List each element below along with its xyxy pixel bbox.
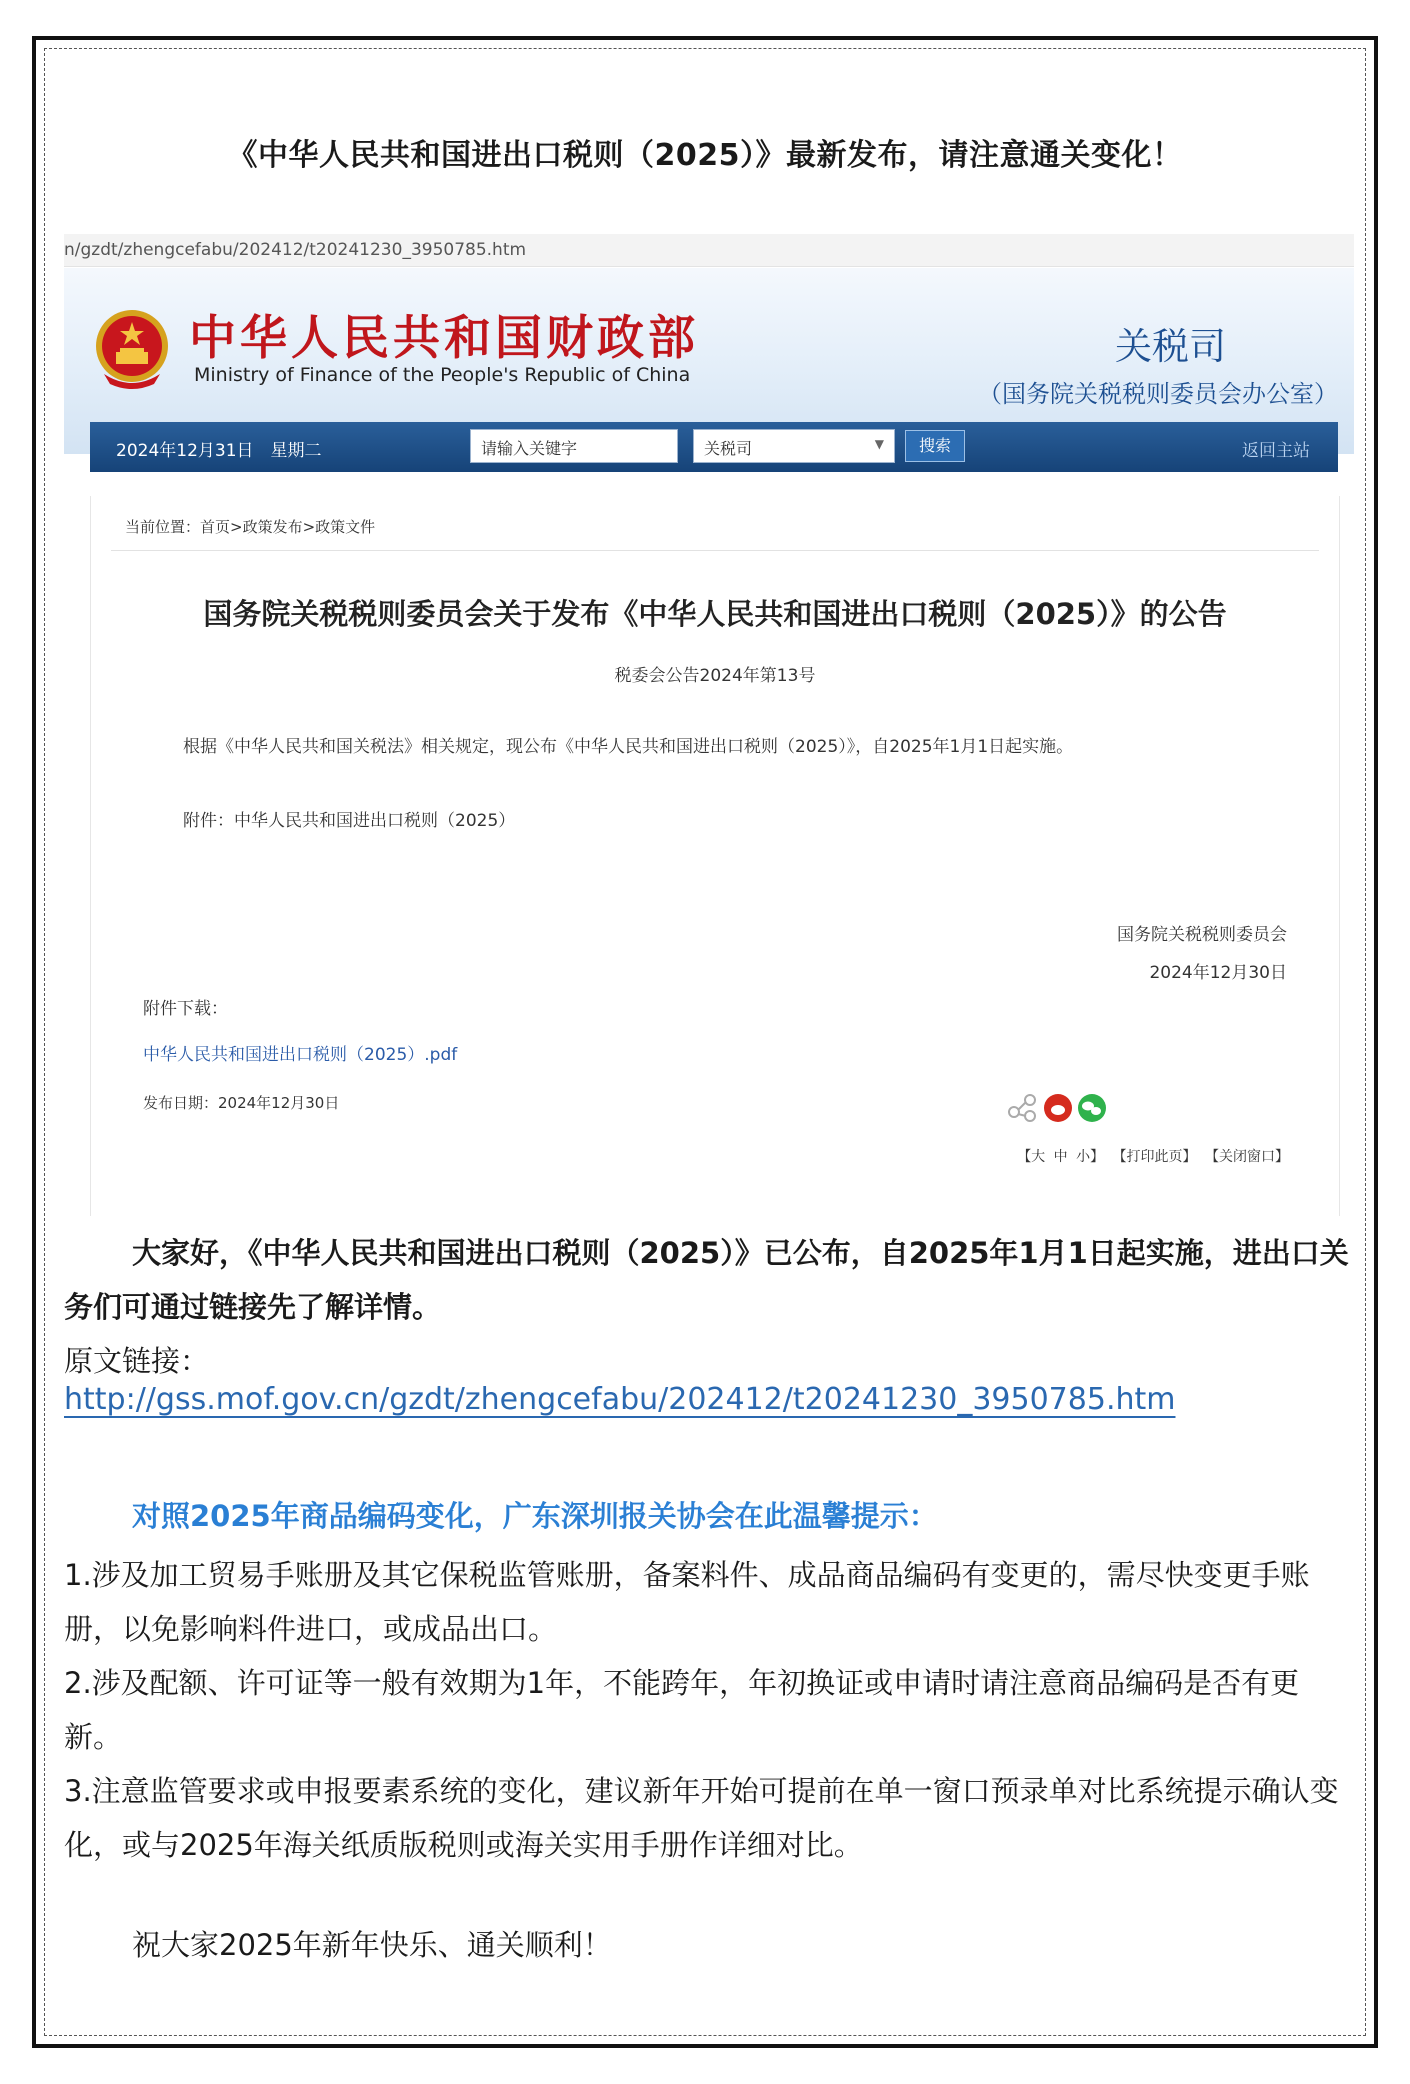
department-select[interactable] <box>693 429 895 463</box>
department-name: 关税司 <box>1115 325 1226 368</box>
page-tools[interactable]: 【大 中 小】 【打印此页】 【关闭窗口】 <box>1017 1149 1289 1165</box>
weibo-icon[interactable] <box>1044 1094 1072 1122</box>
chevron-down-icon: ▼ <box>874 437 884 451</box>
attachment-label: 附件下载： <box>143 999 228 1019</box>
attachment-link[interactable]: 中华人民共和国进出口税则（2025）.pdf <box>143 1045 458 1065</box>
tips-heading: 对照2025年商品编码变化，广东深圳报关协会在此温馨提示： <box>132 1499 938 1533</box>
website-screenshot <box>64 234 1354 1216</box>
article-number: 税委会公告2024年第13号 <box>614 666 816 686</box>
closing-greeting: 祝大家2025年新年快乐、通关顺利！ <box>132 1928 612 1962</box>
nav-date: 2024年12月31日 星期二 <box>116 441 322 461</box>
share-icons <box>1006 1084 1126 1124</box>
national-emblem-icon <box>92 304 172 390</box>
intro-paragraph: 大家好，《中华人民共和国进出口税则（2025）》已公布，自2025年1月1日起实施，进出口关务们可通过链接先了解详情。 <box>64 1236 1349 1324</box>
url-bar: n/gzdt/zhengcefabu/202412/t20241230_3950785.htm <box>64 234 1354 267</box>
ministry-name-en: Ministry of Finance of the People's Republic of China <box>194 364 691 386</box>
tip-item-2: 2.涉及配额、许可证等一般有效期为1年，不能跨年，年初换证或申请时请注意商品编码是否有更新。 <box>64 1666 1300 1754</box>
article-paragraph: 根据《中华人民共和国关税法》相关规定，现公布《中华人民共和国进出口税则（2025）》，自2025年1月1日起实施。 <box>183 737 1074 757</box>
source-link[interactable]: http://gss.mof.gov.cn/gzdt/zhengcefabu/202412/t20241230_3950785.htm <box>64 1382 1176 1417</box>
return-home-link[interactable]: 返回主站 <box>1242 441 1310 461</box>
search-input[interactable]: 请输入关键字 <box>470 429 678 463</box>
document-title: 《中华人民共和国进出口税则（2025）》最新发布，请注意通关变化！ <box>227 138 1183 173</box>
link-label: 原文链接： <box>64 1344 210 1378</box>
nav-bar <box>90 422 1338 472</box>
article-title: 国务院关税税则委员会关于发布《中华人民共和国进出口税则（2025）》的公告 <box>203 597 1227 631</box>
share-icon[interactable] <box>1009 1095 1035 1121</box>
breadcrumb: 当前位置：首页>政策发布>政策文件 <box>125 518 376 536</box>
tip-item-3: 3.注意监管要求或申报要素系统的变化，建议新年开始可提前在单一窗口预录单对比系统提示确认变化，或与2025年海关纸质版税则或海关实用手册作详细对比。 <box>64 1774 1339 1862</box>
department-select-value: 关税司 <box>704 439 753 458</box>
article-panel <box>90 496 1340 1216</box>
site-header <box>64 268 1354 461</box>
breadcrumb-divider <box>111 550 1319 551</box>
department-subtitle: （国务院关税税则委员会办公室） <box>978 380 1338 408</box>
wechat-icon[interactable] <box>1078 1094 1106 1122</box>
signature-date: 2024年12月30日 <box>1149 963 1287 983</box>
search-button[interactable]: 搜索 <box>905 430 965 462</box>
article-attachment-note: 附件：中华人民共和国进出口税则（2025） <box>183 811 516 831</box>
signature-org: 国务院关税税则委员会 <box>1117 925 1287 945</box>
publish-date: 发布日期：2024年12月30日 <box>143 1094 340 1112</box>
tip-item-1: 1.涉及加工贸易手账册及其它保税监管账册，备案料件、成品商品编码有变更的，需尽快变更手账册，以免影响料件进口，或成品出口。 <box>64 1558 1310 1646</box>
ministry-name-cn: 中华人民共和国财政部 <box>189 311 699 366</box>
